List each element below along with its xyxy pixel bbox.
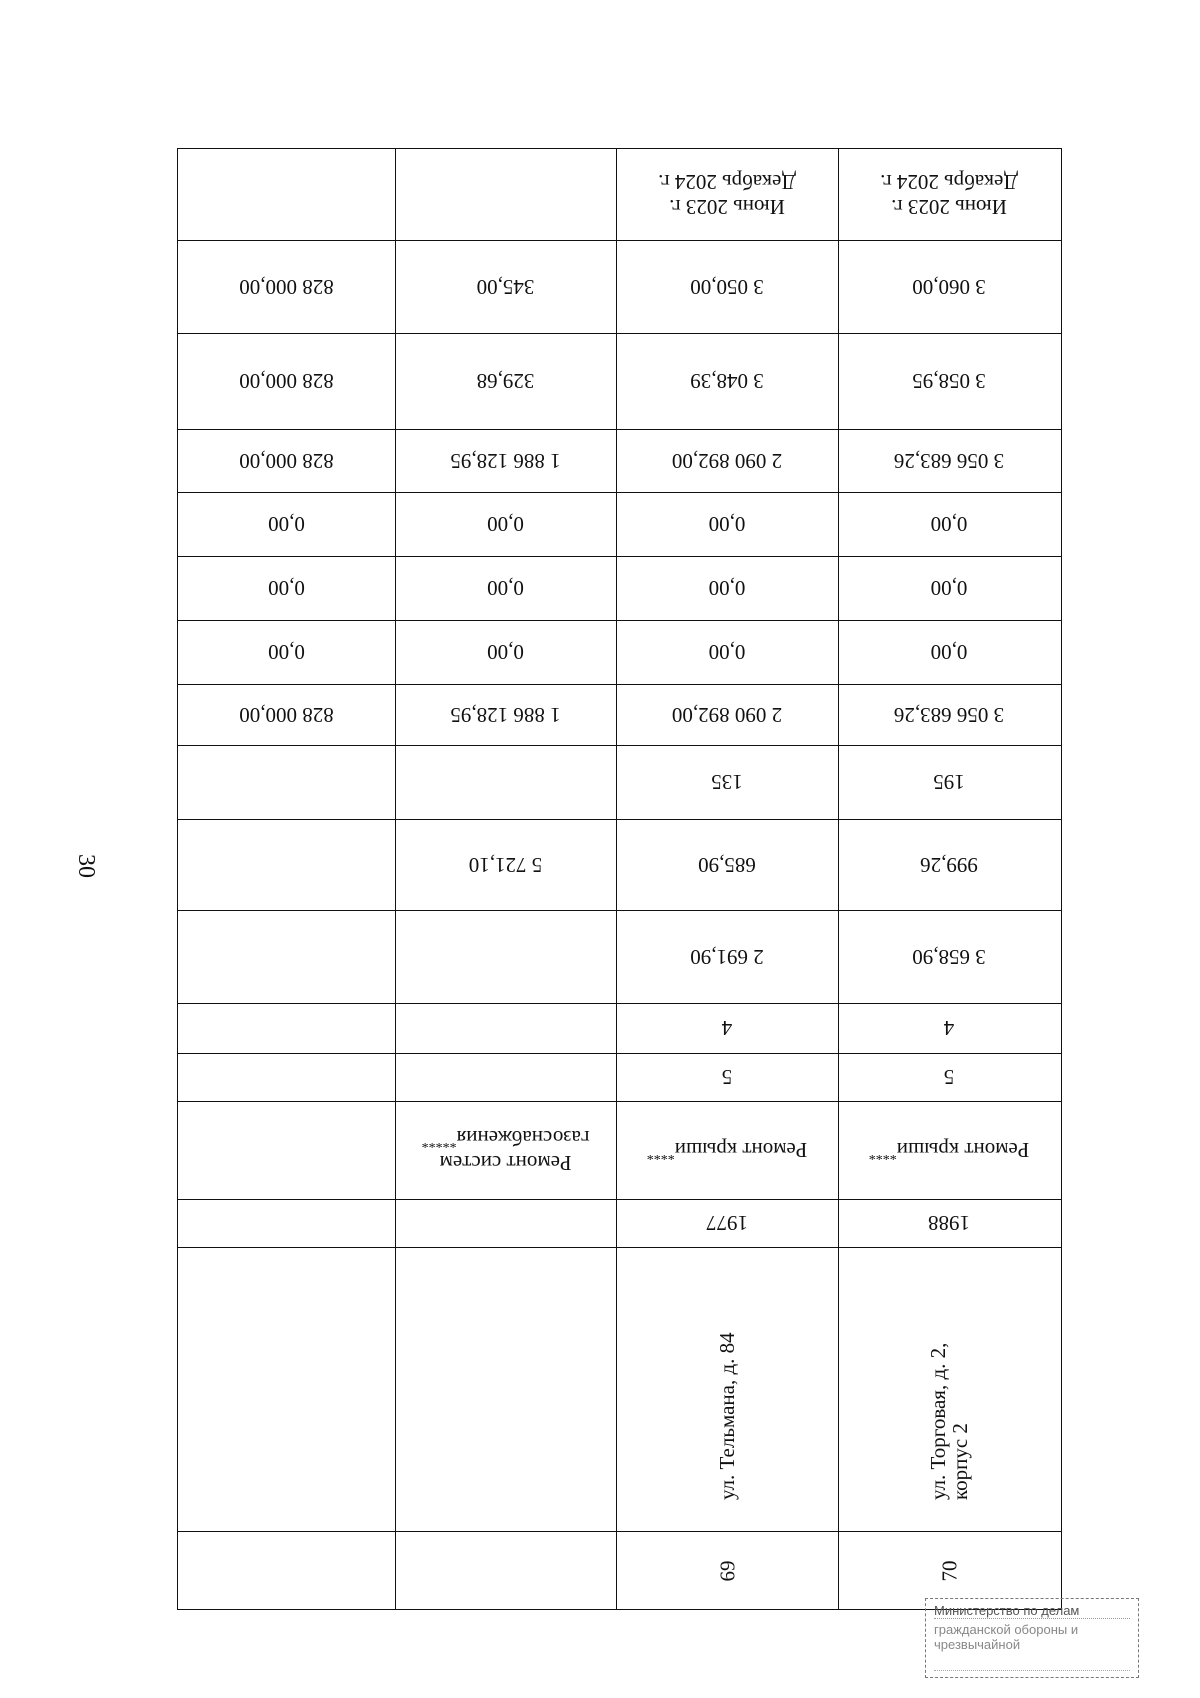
value-cell: 1 886 128,95 bbox=[450, 449, 561, 473]
value-cell: 135 bbox=[711, 770, 743, 795]
stamp-divider bbox=[934, 1664, 1130, 1671]
value-cell: 0,00 bbox=[268, 576, 305, 601]
value-cell: 828 000,00 bbox=[239, 449, 334, 473]
value-cell: 0,00 bbox=[487, 512, 524, 537]
address-cell-row-70: ул. Торговая, д. 2, корпус 2 bbox=[925, 1342, 972, 1500]
value-cell: 828 000,00 bbox=[239, 703, 334, 727]
date-cell-row-70: Июнь 2023 г. Декабрь 2024 г. bbox=[880, 170, 1018, 219]
value-cell: 5 721,10 bbox=[468, 853, 543, 877]
value-cell: 329,68 bbox=[476, 369, 535, 394]
year-cell-row-69: 1977 bbox=[706, 1211, 748, 1236]
value-cell: 0,00 bbox=[930, 576, 968, 601]
value-cell: 0,00 bbox=[708, 640, 746, 665]
number-cell-row-69: 69 bbox=[714, 1560, 739, 1582]
value-cell: 685,90 bbox=[698, 853, 756, 877]
value-cell: 4 bbox=[943, 1016, 955, 1041]
value-cell: 5 bbox=[721, 1065, 733, 1090]
value-cell: 3 658,90 bbox=[912, 945, 986, 969]
address-cell-row-69: ул. Тельмана, д. 84 bbox=[714, 1332, 739, 1500]
work-type-cell-extra: Ремонт систем газоснабжения***** bbox=[421, 1126, 590, 1175]
stamp-text: гражданской обороны и чрезвычайной bbox=[934, 1622, 1079, 1652]
value-cell: 3 048,39 bbox=[690, 369, 764, 394]
work-type-cell-row-70: Ремонт крыши**** bbox=[868, 1138, 1030, 1163]
value-cell: 2 090 892,00 bbox=[671, 449, 783, 473]
value-cell: 1 886 128,95 bbox=[450, 703, 561, 727]
value-cell: 999,26 bbox=[920, 853, 978, 877]
stamp-text: Министерство по делам bbox=[934, 1603, 1130, 1619]
work-type-cell-row-69: Ремонт крыши**** bbox=[646, 1138, 808, 1163]
value-cell: 195 bbox=[933, 770, 965, 795]
value-cell: 3 050,00 bbox=[690, 275, 764, 299]
value-cell: 828 000,00 bbox=[239, 275, 334, 299]
value-cell: 3 058,95 bbox=[912, 369, 986, 394]
value-cell: 345,00 bbox=[476, 275, 535, 299]
value-cell: 0,00 bbox=[487, 576, 524, 601]
value-cell: 2 691,90 bbox=[690, 945, 764, 969]
value-cell: 0,00 bbox=[930, 512, 968, 537]
value-cell: 0,00 bbox=[708, 576, 746, 601]
value-cell: 0,00 bbox=[268, 640, 305, 665]
value-cell: 2 090 892,00 bbox=[671, 703, 783, 727]
year-cell-row-70: 1988 bbox=[928, 1211, 970, 1236]
date-cell-row-69: Июнь 2023 г. Декабрь 2024 г. bbox=[658, 170, 796, 219]
value-cell: 0,00 bbox=[487, 640, 524, 665]
value-cell: 5 bbox=[943, 1065, 955, 1090]
number-cell-row-70: 70 bbox=[936, 1560, 961, 1582]
value-cell: 4 bbox=[721, 1016, 733, 1041]
value-cell: 3 060,00 bbox=[912, 275, 986, 299]
value-cell: 3 056 683,26 bbox=[893, 449, 1005, 473]
value-cell: 3 056 683,26 bbox=[893, 703, 1005, 727]
value-cell: 0,00 bbox=[268, 512, 305, 537]
ministry-stamp bbox=[925, 1598, 1139, 1678]
value-cell: 828 000,00 bbox=[239, 369, 334, 394]
page-number: 30 bbox=[73, 854, 99, 878]
value-cell: 0,00 bbox=[708, 512, 746, 537]
value-cell: 0,00 bbox=[930, 640, 968, 665]
document-table bbox=[177, 148, 1062, 1610]
